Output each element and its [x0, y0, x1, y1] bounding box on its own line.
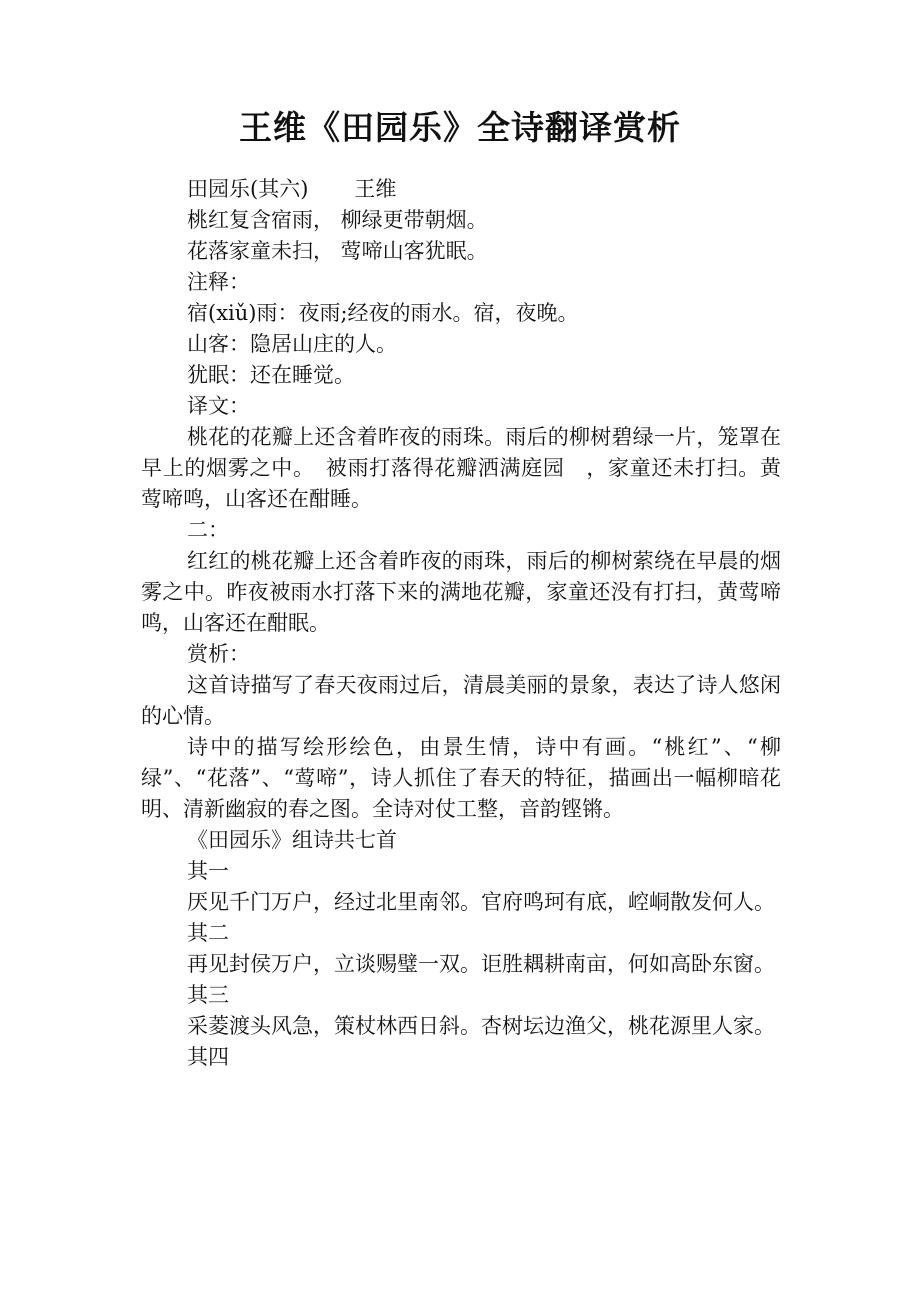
- document-title: 王维《田园乐》全诗翻译赏析: [239, 108, 681, 147]
- series-heading: 《田园乐》组诗共七首: [187, 828, 397, 852]
- document-body: [141, 174, 781, 1073]
- note-item: 宿(xiǔ)雨：夜雨;经夜的雨水。宿，夜晚。: [187, 301, 579, 325]
- note-item: 山客：隐居山庄的人。: [187, 332, 397, 356]
- poem-heading: 田园乐(其六): [187, 177, 309, 201]
- series-poem-label: 其四: [187, 1045, 229, 1069]
- poem-line-2: 花落家童未扫， 莺啼山客犹眠。: [187, 239, 488, 263]
- translation-label-2: 二：: [187, 518, 229, 542]
- series-poem-label: 其一: [187, 859, 229, 883]
- series-poem-label: 其三: [187, 983, 229, 1007]
- notes-label: 注释：: [187, 270, 250, 294]
- translation-text-1: 桃花的花瓣上还含着昨夜的雨珠。雨后的柳树碧绿一片，笼罩在早上的烟雾之中。 被雨打落得花瓣洒满庭园 ，家童还未打扫。黄莺啼鸣，山客还在酣睡。: [141, 425, 781, 511]
- series-poem-label: 其二: [187, 921, 229, 945]
- poem-author: 王维: [354, 177, 397, 201]
- appreciation-text-1: 这首诗描写了春天夜雨过后，清晨美丽的景象，表达了诗人悠闲的心情。: [141, 673, 781, 728]
- translation-label: 译文：: [187, 394, 250, 418]
- series-poem-text: 厌见千门万户，经过北里南邻。官府鸣珂有底，崆峒散发何人。: [187, 890, 775, 914]
- note-item: 犹眠：还在睡觉。: [187, 363, 355, 387]
- series-poem-text: 再见封侯万户，立谈赐璧一双。讵胜耦耕南亩，何如高卧东窗。: [187, 952, 775, 976]
- poem-heading-line: [141, 174, 781, 205]
- poem-line-1: 桃红复含宿雨， 柳绿更带朝烟。: [187, 208, 488, 232]
- series-poem-text: 采菱渡头风急，策杖林西日斜。杏树坛边渔父，桃花源里人家。: [187, 1014, 775, 1038]
- translation-text-2: 红红的桃花瓣上还含着昨夜的雨珠，雨后的柳树萦绕在早晨的烟雾之中。昨夜被雨水打落下来的满地花瓣，家童还没有打扫，黄莺啼鸣，山客还在酣眠。: [141, 549, 781, 635]
- appreciation-label: 赏析：: [187, 642, 250, 666]
- appreciation-text-2: 诗中的描写绘形绘色，由景生情，诗中有画。“桃红”、“柳绿”、“花落”、“莺啼”，诗人抓住了春天的特征，描画出一幅柳暗花明、清新幽寂的春之图。全诗对仗工整，音韵铿锵。: [141, 735, 781, 821]
